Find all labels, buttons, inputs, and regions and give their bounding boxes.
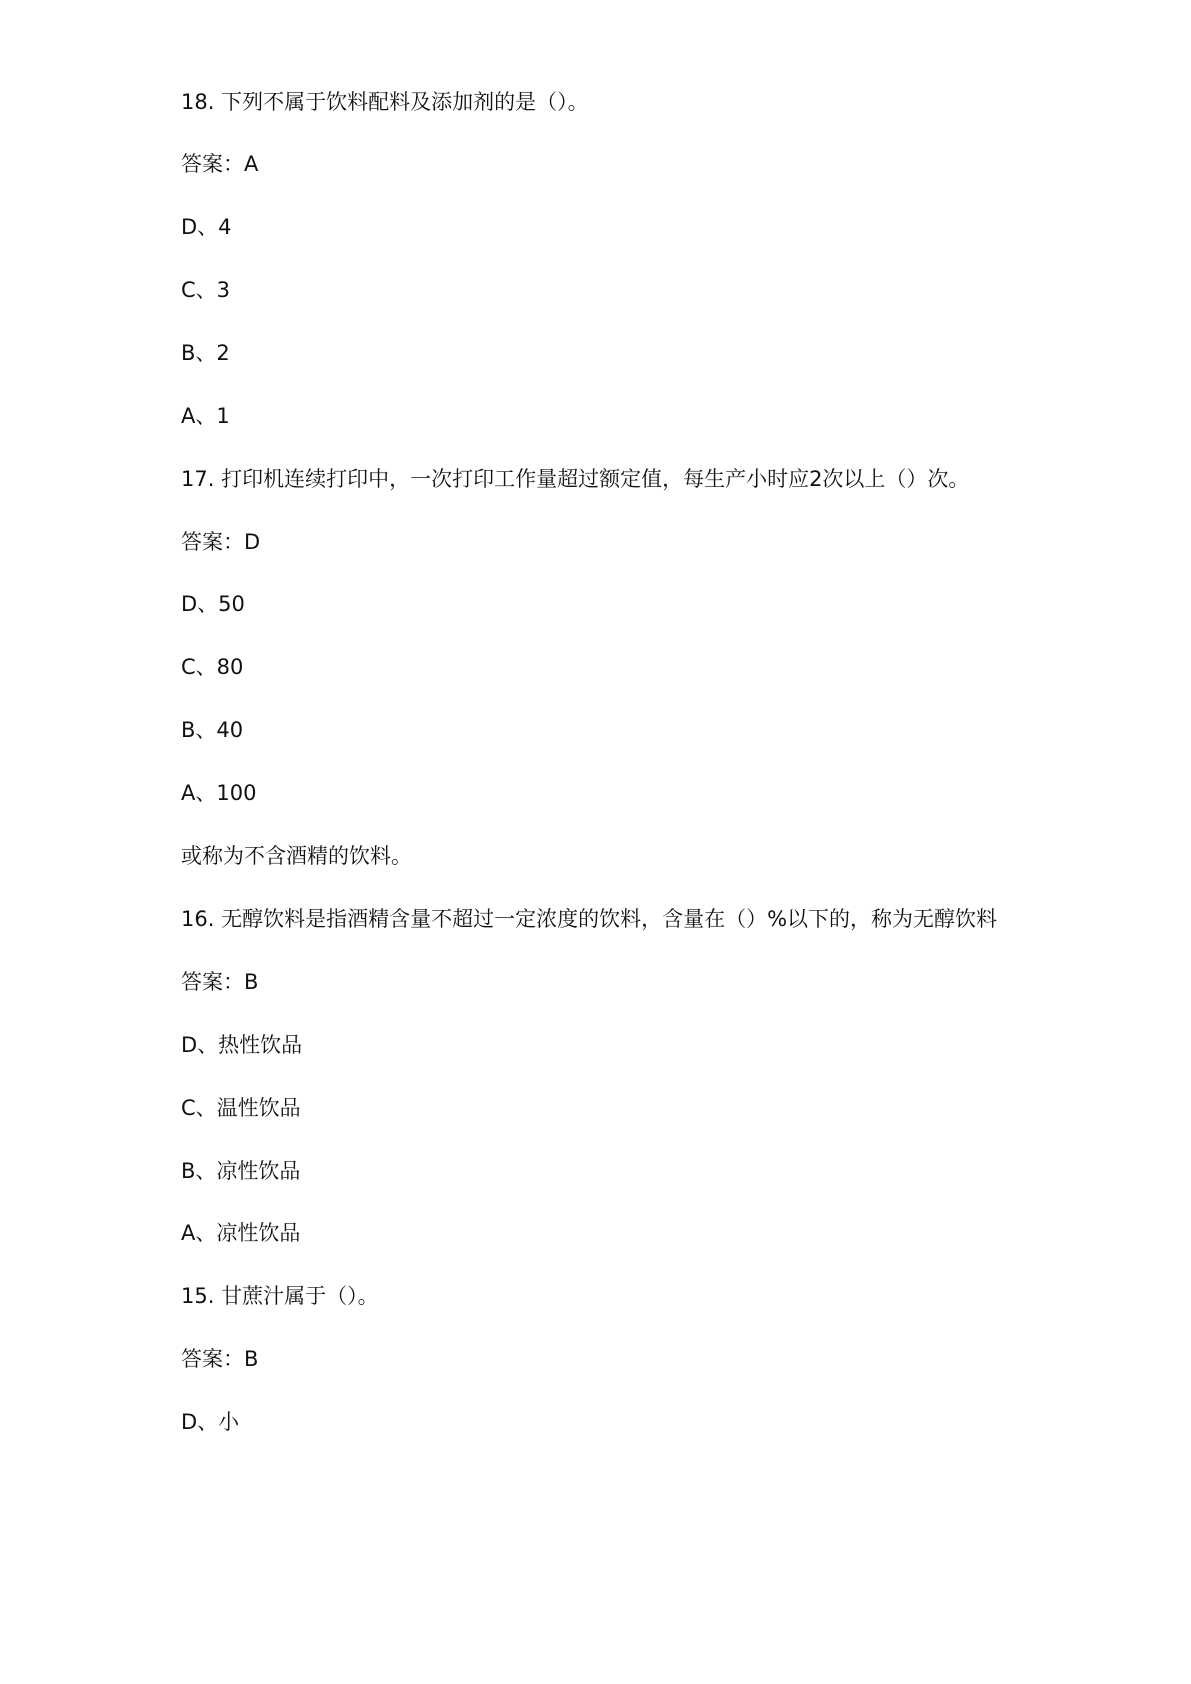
option-c: C、80 (181, 655, 244, 679)
answer-line: 答案：B (181, 1347, 259, 1371)
answer-line: 答案：B (181, 970, 259, 994)
option-d: D、小 (181, 1410, 240, 1434)
option-b: B、2 (181, 341, 230, 365)
question-15: 15. 甘蔗汁属于（）。 (181, 1284, 379, 1308)
question-16-continued: 或称为不含酒精的饮料。 (181, 844, 412, 868)
option-a: A、1 (181, 404, 230, 428)
question-18: 18. 下列不属于饮料配料及添加剂的是（）。 (181, 90, 589, 114)
option-a: A、100 (181, 781, 257, 805)
option-a: A、凉性饮品 (181, 1221, 301, 1245)
question-16: 16. 无醇饮料是指酒精含量不超过一定浓度的饮料，含量在（）%以下的，称为无醇饮料 (181, 907, 998, 931)
option-d: D、热性饮品 (181, 1033, 303, 1057)
option-b: B、凉性饮品 (181, 1159, 301, 1183)
option-c: C、3 (181, 278, 231, 302)
option-d: D、4 (181, 215, 232, 239)
answer-line: 答案：A (181, 152, 259, 176)
option-d: D、50 (181, 592, 245, 616)
answer-line: 答案：D (181, 530, 261, 554)
option-b: B、40 (181, 718, 244, 742)
option-c: C、温性饮品 (181, 1096, 301, 1120)
question-17: 17. 打印机连续打印中，一次打印工作量超过额定值，每生产小时应2次以上（）次。 (181, 467, 970, 491)
